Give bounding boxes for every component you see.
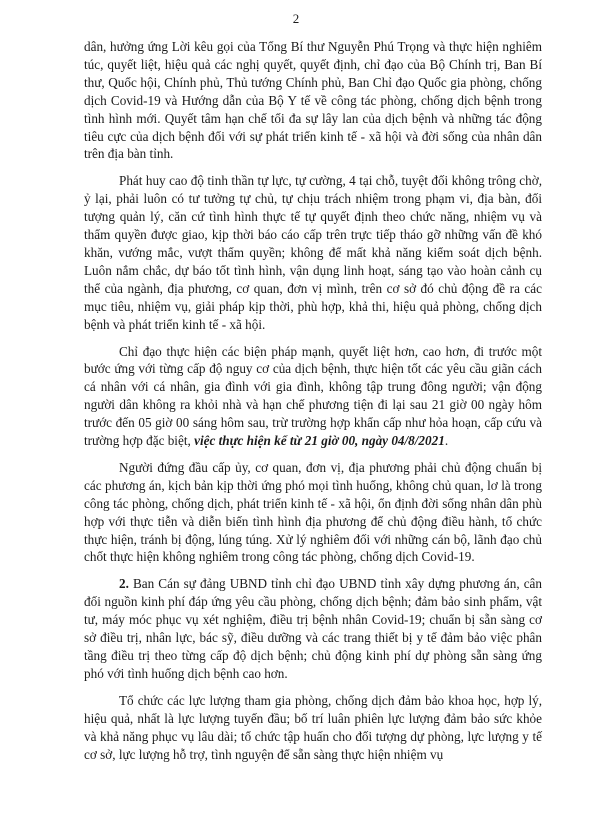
page-number: 2 [292,11,300,26]
paragraph-1: dân, hưởng ứng Lời kêu gọi của Tổng Bí thư Nguyễn Phú Trọng và thực hiện nghiêm túc, quyết liệt, hiệu quả các nghị quyết, quyết định, chỉ đạo của Bộ Chính trị, Ban Bí thư, Quốc hội, Chính phủ, Thủ tướng Chính phủ, Ban Chỉ đạo Quốc gia phòng, chống dịch Covid-19 và Hướng dẫn của Bộ Y tế về công tác phòng, chống dịch bệnh trong tình hình mới. Quyết tâm hạn chế tối đa sự lây lan của dịch bệnh và những tác động tiêu cực của dịch bệnh đối với sự phát triển kinh tế - xã hội và đời sống của nhân dân trên địa bàn tỉnh. [84,39,542,162]
paragraph-3-tail: . [444,433,449,449]
paragraph-3-emphasis: việc thực hiện kể từ 21 giờ 00, ngày 04/8/2021 [194,433,445,449]
section-number: 2. [119,576,129,592]
paragraph-5 [84,575,542,682]
paragraph-2: Phát huy cao độ tinh thần tự lực, tự cường, 4 tại chỗ, tuyệt đối không trông chờ, ỷ lại, phải luôn có tư tưởng tự chủ, tự chịu trách nhiệm trong phạm vi, địa bàn, đối tượng quản lý, căn cứ tình hình thực tế tự quyết định theo chức năng, nhiệm vụ và thẩm quyền được giao, kịp thời báo cáo cấp trên trực tiếp tháo gỡ những vấn đề khó khăn, vướng mắc, vượt thẩm quyền; không để mất khả năng kiểm soát dịch bệnh. Luôn nắm chắc, dự báo tốt tình hình, vận dụng linh hoạt, sáng tạo vào hoàn cảnh cụ thể của ngành, địa phương, cơ quan, đơn vị mình, trên cơ sở đó chủ động đề ra các mục tiêu, nhiệm vụ, giải pháp kịp thời, phù hợp, khả thi, hiệu quả phòng, chống dịch bệnh và phát triển kinh tế - xã hội. [84,173,542,332]
paragraph-6: Tổ chức các lực lượng tham gia phòng, chống dịch đảm bảo khoa học, hợp lý, hiệu quả, nhất là lực lượng tuyến đầu; bố trí luân phiên lực lượng đảm bảo sức khỏe và khả năng phục vụ lâu dài; tổ chức tập huấn cho đối tượng dự phòng, lực lượng y tế cơ sở, lực lượng hỗ trợ, tình nguyện để sẵn sàng thực hiện nhiệm vụ [84,692,542,762]
paragraph-3 [84,343,542,450]
paragraph-3-text: Chỉ đạo thực hiện các biện pháp mạnh, quyết liệt hơn, cao hơn, đi trước một bước ứng với từng cấp độ nguy cơ của dịch bệnh, thực hiện tốt các yêu cầu giãn cách cá nhân với cá nhân, gia đình với gia đình, không tập trung đông người; vận động người dân không ra khỏi nhà và hạn chế phương tiện đi lại sau 21 giờ 00 ngày hôm trước đến 05 giờ 00 sáng hôm sau, trừ trường hợp khẩn cấp như hỏa hoạn, cấp cứu và trường hợp đặc biệt, [84,343,542,449]
document-body [84,38,542,772]
paragraph-5-text: Ban Cán sự đảng UBND tỉnh chỉ đạo UBND tỉnh xây dựng phương án, cân đối nguồn kinh phí đáp ứng yêu cầu phòng, chống dịch bệnh; đảm bảo sinh phẩm, vật tư, máy móc phục vụ xét nghiệm, điều trị bệnh nhân Covid-19; chuẩn bị sẵn sàng cơ sở điều trị, nhân lực, bác sỹ, điều dưỡng và các trang thiết bị y tế đảm bảo việc phân tầng điều trị theo từng cấp độ dịch bệnh; chủ động kinh phí dự phòng sẵn sàng ứng phó với tình huống dịch bệnh cao hơn. [84,576,542,681]
paragraph-4: Người đứng đầu cấp ủy, cơ quan, đơn vị, địa phương phải chủ động chuẩn bị các phương án, kịch bản kịp thời ứng phó mọi tình huống, không chủ quan, lơ là trong công tác phòng, chống dịch, phát triển kinh tế - xã hội, ổn định đời sống nhân dân phù hợp với thực tiễn và diễn biến tình hình địa phương để chủ động điều hành, tổ chức thực hiện, tránh bị động, lúng túng. Xử lý nghiêm đối với những cán bộ, lãnh đạo chủ chốt thực hiện không nghiêm trong công tác phòng, chống dịch Covid-19. [84,459,542,565]
